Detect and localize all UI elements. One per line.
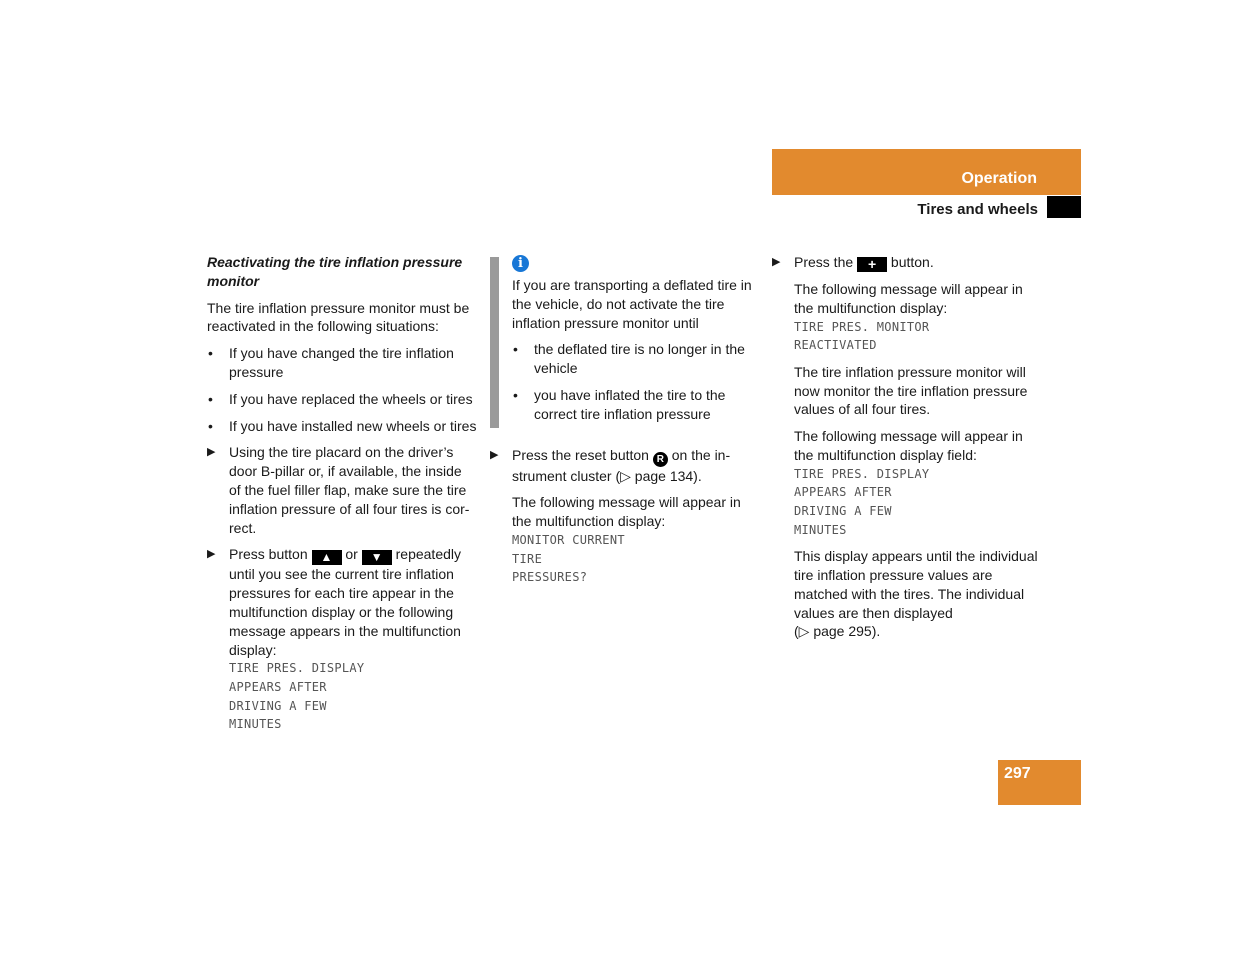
display-line: REACTIVATED [794,338,877,353]
display-line: TIRE PRES. DISPLAY [794,466,930,481]
section-header-bar [772,149,1081,195]
instruction-step [207,443,477,537]
display-message [772,318,1042,355]
display-line: MONITOR CURRENT [512,532,625,547]
display-message [772,465,1042,539]
instruction-step [772,253,1042,272]
body-text-main: This display appears until the individual tire inflation pressure values are matched with the tires. The individual values are then displayed [794,548,1038,621]
plus-key-icon: + [857,257,887,272]
column-3 [772,253,1042,649]
column-2 [490,253,756,587]
step-text: or [345,546,358,563]
step-text: repeatedly until you see the current tire inflation pressures for each tire appear in the multifunction display or the following message appears in the multifunction display: [229,546,462,658]
note-bar [490,257,499,428]
step-text: Press the [794,254,854,270]
step-text: Press the reset button [512,446,649,463]
up-key-icon: ▲ [312,550,342,565]
section-heading: Reactivating the tire inflation pressure monitor [207,254,463,289]
intro-text: The tire inflation pressure monitor must be reactivated in the following situations: [207,299,470,335]
subsection-title: Tires and wheels [917,201,1038,218]
display-line: TIRE PRES. DISPLAY [229,661,365,676]
step-arrow-icon: ▶ [207,548,216,561]
step-text: on the in-strument cluster (▷ page 134). [512,446,731,484]
section-title: Operation [961,170,1037,187]
follow-text: The following message will appear in the multifunction display field: [794,428,1023,463]
display-message [229,659,477,733]
body-text [772,547,1042,641]
body-text: The tire inflation pressure monitor will now monitor the tire inflation pressure values of all four tires. [794,363,1028,418]
display-line: MINUTES [794,522,847,537]
display-line: APPEARS AFTER [229,679,327,694]
display-line: TIRE PRES. MONITOR [794,319,930,334]
page-number: 297 [1004,765,1031,782]
subsection-marker [1047,196,1081,218]
step-text: button. [890,254,934,270]
follow-text: The following message will appear in the multifunction display: [794,281,1023,316]
step-arrow-icon: ▶ [490,448,499,461]
instruction-step [490,446,756,486]
display-line: DRIVING A FEW [229,698,327,713]
display-line: MINUTES [229,717,282,732]
page-reference: (▷ page 295). [794,623,881,640]
info-icon: i [512,255,529,272]
step-text: Press button [229,546,308,563]
list-item: • the deflated tire is no longer in the vehicle [512,340,756,378]
step-text: Using the tire placard on the driver’s door B-pillar or, if available, the inside of the fuel filler flap, make sure the tire inflation pressure of all four tires is cor-rect. [229,444,470,536]
display-line: DRIVING A FEW [794,503,892,518]
instruction-step [207,545,477,733]
display-line: TIRE [512,551,543,566]
down-key-icon: ▼ [362,550,392,565]
reset-button-icon: R [653,452,668,467]
list-item: • If you have installed new wheels or tires [207,417,477,436]
note-text: If you are transporting a deflated tire in the vehicle, do not activate the tire inflation pressure monitor until [512,277,752,331]
page-number-box [998,760,1081,805]
step-arrow-icon: ▶ [207,446,216,459]
follow-text: The following message will appear in the multifunction display: [512,494,741,530]
list-item: • If you have changed the tire inflation pressure [207,344,477,382]
column-1 [207,253,477,742]
display-line: PRESSURES? [512,570,588,585]
info-note [490,253,756,424]
display-message [490,531,756,587]
step-arrow-icon: ▶ [772,256,781,268]
list-item: • you have inflated the tire to the correct tire inflation pressure [512,386,756,424]
list-item: • If you have replaced the wheels or tires [207,390,477,409]
display-line: APPEARS AFTER [794,485,892,500]
